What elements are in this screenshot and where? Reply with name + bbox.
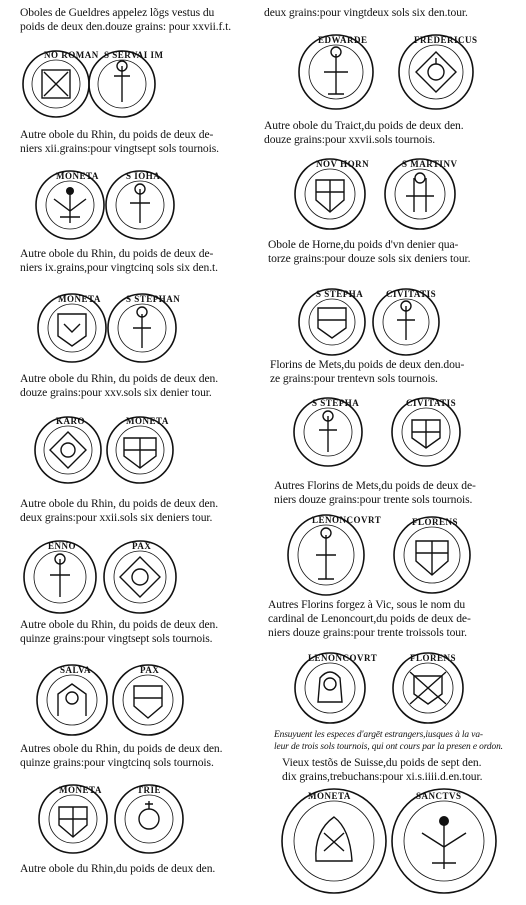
caption-gueldres: Oboles de Gueldres appelez lõgs vestus du poids de deux den.douze grains: pour xxvii.f.t. bbox=[20, 6, 232, 33]
svg-text:FREDERICUS: FREDERICUS bbox=[414, 35, 478, 45]
coin-pair-mets-2-image bbox=[290, 394, 466, 470]
coin-obverse bbox=[294, 398, 362, 466]
coin-obverse bbox=[288, 515, 381, 595]
coin-pair-rhin-6-image bbox=[36, 782, 186, 856]
coin-reverse bbox=[107, 416, 173, 483]
coin-obverse bbox=[38, 294, 106, 362]
caption-traict: Autre obole du Traict,du poids de deux den. douze grains:pour xxvii.sols tournois. bbox=[264, 119, 464, 146]
coin-pair-horne-image bbox=[292, 156, 460, 232]
svg-text:EDWARDE: EDWARDE bbox=[318, 35, 368, 45]
svg-text:S STEPHA: S STEPHA bbox=[312, 398, 360, 408]
coin-pair-rhin-3-image bbox=[32, 414, 178, 486]
svg-text:S IOHA: S IOHA bbox=[126, 171, 161, 181]
svg-text:NOV HORN: NOV HORN bbox=[316, 159, 370, 169]
svg-text:S STEPHA: S STEPHA bbox=[316, 289, 364, 299]
svg-text:PAX: PAX bbox=[132, 541, 152, 551]
caption-mets-1: Florins de Mets,du poids de deux den.dou- ze grains:pour trentevn sols tournois. bbox=[270, 358, 465, 385]
svg-text:MONETA: MONETA bbox=[58, 294, 101, 304]
coin-obverse bbox=[282, 789, 386, 893]
caption-rhin-3: Autre obole du Rhin, du poids de deux den. douze grains:pour xxv.sols six denier tour. bbox=[20, 372, 219, 399]
svg-text:LENONCOVRT: LENONCOVRT bbox=[312, 515, 382, 525]
svg-text:FLORENS: FLORENS bbox=[410, 653, 457, 663]
svg-text:MONETA: MONETA bbox=[56, 171, 99, 181]
svg-text:KARO: KARO bbox=[56, 416, 85, 426]
svg-text:SALVA: SALVA bbox=[60, 665, 92, 675]
svg-text:MONETA: MONETA bbox=[126, 416, 169, 426]
coin-pair-traict-image bbox=[296, 32, 480, 112]
coin-obverse bbox=[295, 159, 369, 229]
caption-mets-2: Autres Florins de Mets,du poids de deux de- niers douze grains:pour trente sols tournois. bbox=[274, 479, 476, 506]
caption-continued: deux grains:pour vingtdeux sols six den.tour. bbox=[264, 6, 468, 19]
caption-rhin-7: Autre obole du Rhin,du poids de deux den. bbox=[20, 862, 216, 875]
coin-pair-rhin-1-image bbox=[34, 168, 176, 242]
coin-obverse bbox=[37, 665, 107, 735]
svg-text:ENNO: ENNO bbox=[48, 541, 77, 551]
coin-reverse bbox=[89, 50, 164, 117]
coin-pair-mets-1-image bbox=[296, 286, 442, 358]
coin-reverse bbox=[393, 653, 463, 723]
caption-testons-suisse: Vieux testõs de Suisse,du poids de sept den. dix grains,trebuchans:pour xi.s.iiii.d.en.tour. bbox=[282, 756, 483, 783]
svg-text:PAX: PAX bbox=[140, 665, 160, 675]
svg-text:CIVITATIS: CIVITATIS bbox=[406, 398, 457, 408]
coin-reverse bbox=[392, 789, 496, 893]
coin-reverse bbox=[392, 398, 460, 466]
coin-reverse bbox=[373, 289, 439, 355]
coin-pair-rhin-4-image bbox=[20, 538, 182, 616]
coin-reverse bbox=[385, 159, 457, 229]
coin-reverse bbox=[113, 665, 183, 735]
coin-reverse bbox=[106, 171, 174, 239]
svg-text:S STEPHAN: S STEPHAN bbox=[126, 294, 181, 304]
coin-reverse bbox=[108, 294, 180, 362]
svg-text:TRIE: TRIE bbox=[137, 785, 162, 795]
coin-obverse bbox=[39, 785, 107, 853]
coin-obverse bbox=[35, 416, 101, 483]
svg-text:MONETA: MONETA bbox=[59, 785, 102, 795]
coin-reverse bbox=[394, 517, 470, 593]
coin-pair-lenoncourt-image bbox=[292, 650, 470, 726]
caption-horne: Obole de Horne,du poids d'vn denier qua- torze grains:pour douze sols six deniers tour. bbox=[268, 238, 471, 265]
coin-obverse bbox=[295, 653, 377, 723]
caption-vic: Autres Florins forgez à Vic, sous le nom du cardinal de Lenoncourt,du poids de deux de- niers douze grains:pour trente troissols tour. bbox=[268, 598, 471, 639]
coin-obverse bbox=[299, 289, 365, 355]
coin-obverse bbox=[23, 50, 99, 117]
caption-rhin-5: Autre obole du Rhin, du poids de deux den. quinze grains:pour vingtsept sols tournois. bbox=[20, 618, 219, 645]
caption-rhin-2: Autre obole du Rhin, du poids de deux de- niers ix.grains,pour vingtcinq sols six den.t. bbox=[20, 247, 218, 274]
coin-obverse bbox=[36, 171, 104, 239]
coin-obverse bbox=[24, 541, 96, 613]
coin-reverse bbox=[399, 35, 478, 109]
svg-text:SANCTVS: SANCTVS bbox=[416, 791, 462, 801]
coin-pair-rhin-5-image bbox=[34, 662, 186, 738]
svg-text:S SERVAI IM: S SERVAI IM bbox=[104, 50, 164, 60]
coin-reverse bbox=[104, 541, 176, 613]
coin-pair-vic-image bbox=[282, 512, 478, 598]
svg-text:NO ROMAN: NO ROMAN bbox=[44, 50, 99, 60]
coin-reverse bbox=[115, 785, 183, 853]
svg-text:CIVITATIS: CIVITATIS bbox=[386, 289, 437, 299]
caption-rhin-6: Autres obole du Rhin, du poids de deux den. quinze grains:pour vingtcinq sols tournois. bbox=[20, 742, 223, 769]
coin-obverse bbox=[299, 35, 373, 109]
svg-text:FLORENS: FLORENS bbox=[412, 517, 459, 527]
svg-text:S MARTINV: S MARTINV bbox=[402, 159, 458, 169]
svg-text:LENONCOVRT: LENONCOVRT bbox=[308, 653, 378, 663]
coin-pair-gueldres-image bbox=[20, 48, 164, 120]
coin-pair-rhin-2-image bbox=[34, 290, 180, 366]
caption-rhin-1: Autre obole du Rhin, du poids de deux de- niers xii.grains:pour vingtsept sols tournois. bbox=[20, 128, 219, 155]
coin-pair-suisse-image bbox=[280, 786, 500, 896]
caption-rhin-4: Autre obole du Rhin, du poids de deux den. deux grains:pour xxii.sols six deniers tour. bbox=[20, 497, 219, 524]
svg-text:MONETA: MONETA bbox=[308, 791, 351, 801]
caption-especes-argent: Ensuyuent les especes d'argēt estrangers,iusques à la va- leur de trois sols tournois, qui ont cours par la presen e ordon. bbox=[274, 730, 503, 752]
